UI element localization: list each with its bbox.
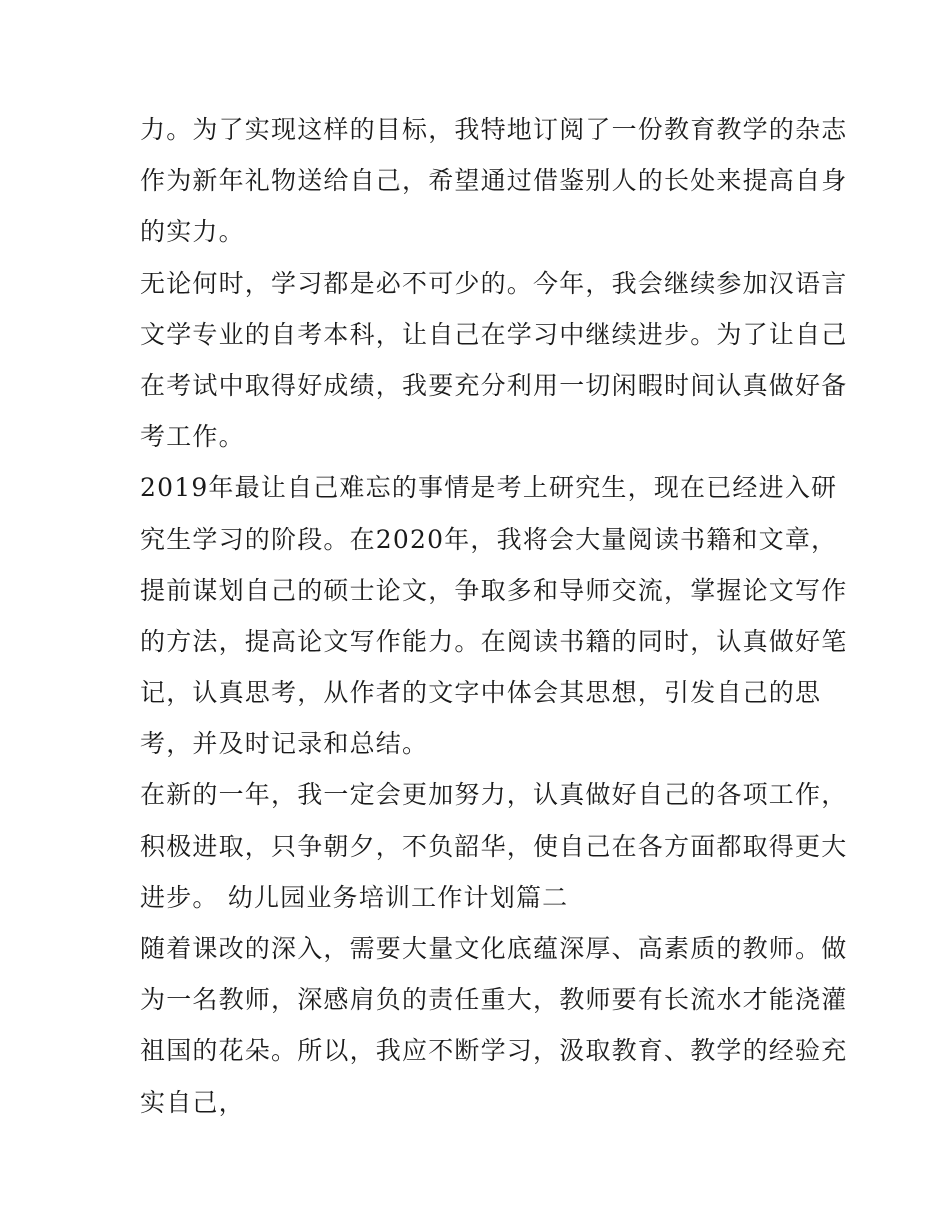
text-line: 记，认真思考，从作者的文字中体会其思想，引发自己的思 [140, 678, 822, 708]
text-line: 提前谋划自己的硕士论文，争取多和导师交流，掌握论文写作 [140, 575, 848, 605]
text-line: 在考试中取得好成绩，我要充分利用一切闲暇时间认真做好备 [140, 370, 848, 400]
text-line: 2019年最让自己难忘的事情是考上研究生，现在已经进入研 [140, 473, 838, 503]
text-line: 实自己， [140, 1087, 245, 1117]
text-line: 随着课改的深入，需要大量文化底蕴深厚、高素质的教师。做 [140, 934, 848, 963]
document-body [140, 104, 848, 1128]
text-line: 为一名教师，深感肩负的责任重大，教师要有长流水才能浇灌 [140, 985, 848, 1015]
text-line: 的实力。 [140, 217, 245, 247]
paragraph [140, 769, 848, 923]
text-line: 的方法，提高论文写作能力。在阅读书籍的同时，认真做好笔 [140, 626, 848, 656]
text-line: 文学专业的自考本科，让自己在学习中继续进步。为了让自己 [140, 319, 848, 349]
text-line: 无论何时，学习都是必不可少的。今年，我会继续参加汉语言 [140, 268, 848, 298]
text-line: 力。为了实现这样的目标，我特地订阅了一份教育教学的杂志 [140, 115, 848, 144]
text-line: 作为新年礼物送给自己，希望通过借鉴别人的长处来提高自身 [140, 166, 848, 196]
text-line: 考，并及时记录和总结。 [140, 729, 429, 759]
paragraph [140, 923, 848, 1128]
text-line: 在新的一年，我一定会更加努力，认真做好自己的各项工作， [140, 780, 848, 810]
text-line: 考工作。 [140, 422, 245, 452]
paragraph [140, 104, 848, 258]
paragraph [140, 258, 848, 463]
text-line: 进步。 幼儿园业务培训工作计划篇二 [140, 882, 569, 912]
paragraph [140, 462, 848, 769]
text-line: 究生学习的阶段。在2020年，我将会大量阅读书籍和文章， [140, 524, 838, 554]
text-line: 积极进取，只争朝夕，不负韶华，使自己在各方面都取得更大 [140, 831, 848, 861]
text-line: 祖国的花朵。所以，我应不断学习，汲取教育、教学的经验充 [140, 1036, 848, 1066]
